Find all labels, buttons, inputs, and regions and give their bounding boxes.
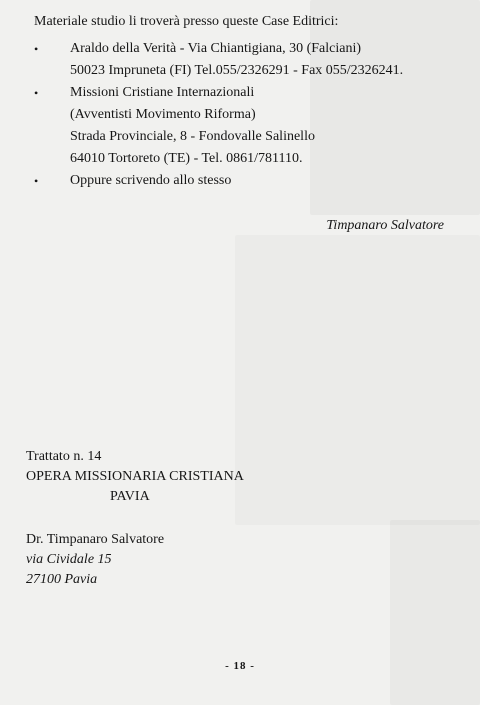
contact-address xyxy=(26,530,164,590)
organization-name: OPERA MISSIONARIA CRISTIANA xyxy=(26,469,244,484)
bullet-icon: • xyxy=(34,86,39,100)
list-item-line: (Avventisti Movimento Riforma) xyxy=(70,107,256,122)
intro-text: Materiale studio li troverà presso queste Case Editrici: xyxy=(34,14,339,29)
publisher-list xyxy=(34,38,464,192)
list-item-line: Araldo della Verità - Via Chiantigiana, 30 (Falciani) xyxy=(70,41,361,56)
bullet-icon: • xyxy=(34,42,39,56)
list-item-line: 64010 Tortoreto (TE) - Tel. 0861/781110. xyxy=(70,151,303,166)
list-item xyxy=(34,170,464,192)
list-item xyxy=(34,82,464,170)
treatise-number: Trattato n. 14 xyxy=(26,449,102,464)
list-item-line: Strada Provinciale, 8 - Fondovalle Salinello xyxy=(70,129,315,144)
contact-street: via Cividale 15 xyxy=(26,552,112,567)
list-item xyxy=(34,38,464,82)
list-item-line: 50023 Impruneta (FI) Tel.055/2326291 - Fax 055/2326241. xyxy=(70,63,404,78)
organization-city: PAVIA xyxy=(110,489,150,504)
contact-city: 27100 Pavia xyxy=(26,572,98,587)
page-number: - 18 - xyxy=(225,660,255,672)
list-item-line: Oppure scrivendo allo stesso xyxy=(70,173,232,188)
treatise-header xyxy=(26,447,244,507)
list-item-line: Missioni Cristiane Internazionali xyxy=(70,85,255,100)
contact-name: Dr. Timpanaro Salvatore xyxy=(26,532,165,547)
author-signature: Timpanaro Salvatore xyxy=(326,218,444,233)
bullet-icon: • xyxy=(34,174,39,188)
